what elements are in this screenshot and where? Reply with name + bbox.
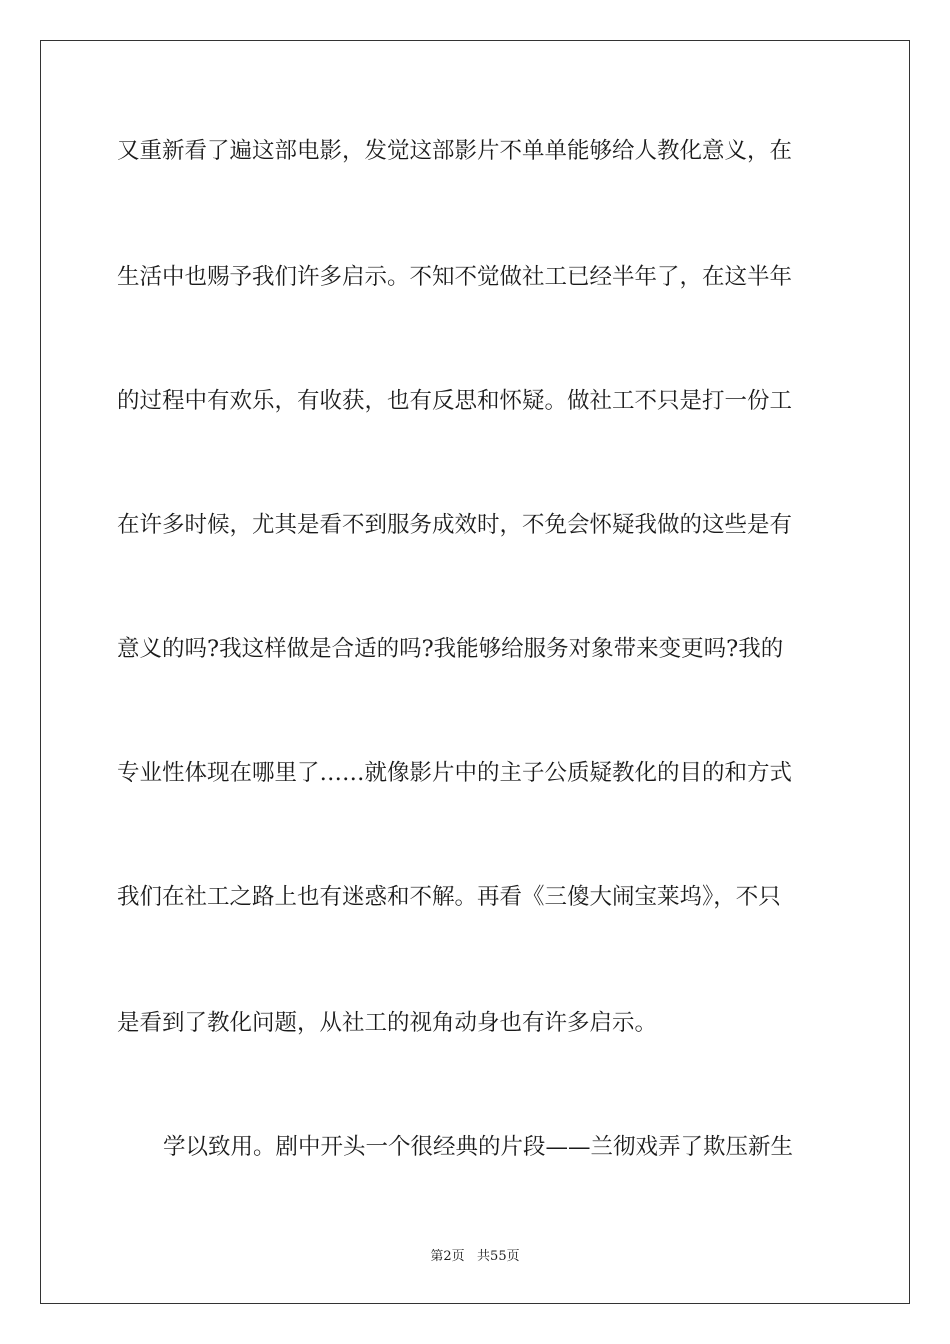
body-text-line: 生活中也赐予我们许多启示。不知不觉做社工已经半年了，在这半年 xyxy=(117,264,793,290)
paragraph-first-line: 学以致用。剧中开头一个很经典的片段——兰彻戏弄了欺压新生 xyxy=(163,1134,794,1160)
body-text-line: 专业性体现在哪里了……就像影片中的主子公质疑教化的目的和方式 xyxy=(117,760,793,786)
body-text-line: 的过程中有欢乐，有收获，也有反思和怀疑。做社工不只是打一份工 xyxy=(117,388,793,414)
page-number-footer: 第2页 共55页 xyxy=(430,1249,520,1264)
page-border xyxy=(40,40,910,1304)
body-text-line: 在许多时候，尤其是看不到服务成效时，不免会怀疑我做的这些是有 xyxy=(117,512,793,538)
body-text-line: 意义的吗?我这样做是合适的吗?我能够给服务对象带来变更吗?我的 xyxy=(117,636,784,662)
body-text-line: 是看到了教化问题，从社工的视角动身也有许多启示。 xyxy=(117,1010,658,1036)
body-text-line: 又重新看了遍这部电影，发觉这部影片不单单能够给人教化意义，在 xyxy=(117,138,793,164)
body-text-line: 我们在社工之路上也有迷惑和不解。再看《三傻大闹宝莱坞》，不只 xyxy=(117,884,781,910)
